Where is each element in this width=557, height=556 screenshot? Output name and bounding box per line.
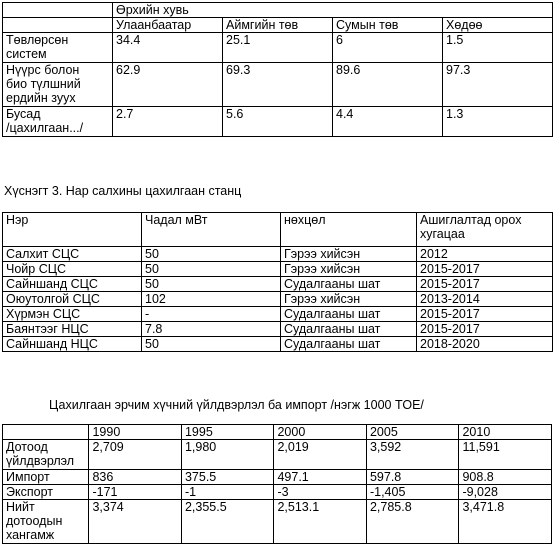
table2-cell: Салхит СЦС <box>3 247 142 262</box>
table3-cell: 2,709 <box>89 440 182 470</box>
table3-cell: 3,374 <box>89 500 182 544</box>
table3-cell: -3 <box>274 485 367 500</box>
table2-cell: Чойр СЦС <box>3 262 142 277</box>
table1-column-header: Хөдөө <box>443 18 553 33</box>
table3-year-header: 2005 <box>366 425 459 440</box>
table1-row-label: Төвлөрсөн систем <box>3 33 113 63</box>
table2-cell: - <box>142 307 281 322</box>
table-row <box>3 500 552 544</box>
table1-cell: 4.4 <box>333 107 443 137</box>
table2-cell: 102 <box>142 292 281 307</box>
table2-cell: 2015-2017 <box>417 322 553 337</box>
table3-cell: -171 <box>89 485 182 500</box>
table1-corner-cell <box>3 18 113 33</box>
table2-cell: 7.8 <box>142 322 281 337</box>
table2-cell: Судалгааны шат <box>281 277 417 292</box>
solar-wind-stations-table <box>2 212 553 352</box>
table-row <box>3 322 553 337</box>
table3-cell: 836 <box>89 470 182 485</box>
household-share-table <box>2 2 553 137</box>
table1-column-header: Сумын төв <box>333 18 443 33</box>
table3-year-header: 1990 <box>89 425 182 440</box>
table3-corner-cell <box>3 425 89 440</box>
table3-cell: 11,591 <box>459 440 552 470</box>
table2-cell: Судалгааны шат <box>281 307 417 322</box>
table3-year-header: 1995 <box>181 425 274 440</box>
table2-caption: Хүснэгт 3. Нар салхины цахилгаан станц <box>4 184 242 198</box>
table1-group-header: Өрхийн хувь <box>113 3 553 18</box>
table-row <box>3 277 553 292</box>
table2-cell: Оюутолгой СЦС <box>3 292 142 307</box>
table2-cell: 2015-2017 <box>417 277 553 292</box>
table2-cell: 50 <box>142 337 281 352</box>
table3-cell: 2,019 <box>274 440 367 470</box>
table3-cell: 2,785.8 <box>366 500 459 544</box>
table3-year-header: 2000 <box>274 425 367 440</box>
table3-cell: 497.1 <box>274 470 367 485</box>
table1-cell: 89.6 <box>333 63 443 107</box>
electricity-production-import-table <box>2 424 552 544</box>
table2-column-header: Ашиглалтад орох хугацаа <box>417 213 553 247</box>
table3-cell: 2,355.5 <box>181 500 274 544</box>
table-row <box>3 307 553 322</box>
table1-cell: 2.7 <box>113 107 223 137</box>
table-row <box>3 485 552 500</box>
table1-cell: 5.6 <box>223 107 333 137</box>
table3-cell: 3,592 <box>366 440 459 470</box>
table2-cell: 2013-2014 <box>417 292 553 307</box>
table2-cell: Судалгааны шат <box>281 337 417 352</box>
table1-cell: 1.3 <box>443 107 553 137</box>
table3-cell: -9,028 <box>459 485 552 500</box>
table3-row-label: Нийт дотоодын хангамж <box>3 500 89 544</box>
table1-cell: 62.9 <box>113 63 223 107</box>
table1-cell: 25.1 <box>223 33 333 63</box>
table-row <box>3 63 553 107</box>
table1-cell: 6 <box>333 33 443 63</box>
table2-cell: Сайншанд НЦС <box>3 337 142 352</box>
table2-cell: 2015-2017 <box>417 307 553 322</box>
table3-cell: 1,980 <box>181 440 274 470</box>
table-row <box>3 292 553 307</box>
table3-row-label: Дотоод үйлдвэрлэл <box>3 440 89 470</box>
table1-cell: 97.3 <box>443 63 553 107</box>
table3-cell: -1,405 <box>366 485 459 500</box>
table2-cell: 50 <box>142 277 281 292</box>
table2-cell: Хүрмэн СЦС <box>3 307 142 322</box>
table1-column-header: Улаанбаатар <box>113 18 223 33</box>
table2-cell: Сайншанд СЦС <box>3 277 142 292</box>
table-row <box>3 440 552 470</box>
table3-cell: -1 <box>181 485 274 500</box>
table2-column-header: нөхцөл <box>281 213 417 247</box>
table2-cell: Гэрээ хийсэн <box>281 292 417 307</box>
table1-cell: 1.5 <box>443 33 553 63</box>
table2-cell: Гэрээ хийсэн <box>281 262 417 277</box>
table-row <box>3 247 553 262</box>
table-row <box>3 33 553 63</box>
table3-cell: 597.8 <box>366 470 459 485</box>
table-row <box>3 337 553 352</box>
table-row <box>3 470 552 485</box>
table1-column-header: Аймгийн төв <box>223 18 333 33</box>
table1-cell: 34.4 <box>113 33 223 63</box>
table3-cell: 2,513.1 <box>274 500 367 544</box>
table3-cell: 908.8 <box>459 470 552 485</box>
table2-cell: 2018-2020 <box>417 337 553 352</box>
table1-row-label: Нүүрс болон био түлшний ердийн зуух <box>3 63 113 107</box>
table2-column-header: Чадал мВт <box>142 213 281 247</box>
table1-corner-cell <box>3 3 113 18</box>
table2-cell: 2015-2017 <box>417 262 553 277</box>
table3-year-header: 2010 <box>459 425 552 440</box>
table1-row-label: Бусад /цахилгаан.../ <box>3 107 113 137</box>
table3-cell: 3,471.8 <box>459 500 552 544</box>
table2-cell: 50 <box>142 262 281 277</box>
table3-caption: Цахилгаан эрчим хүчний үйлдвэрлэл ба импорт /нэгж 1000 TOE/ <box>49 398 424 412</box>
table3-row-label: Импорт <box>3 470 89 485</box>
table1-cell: 69.3 <box>223 63 333 107</box>
table3-cell: 375.5 <box>181 470 274 485</box>
table-row <box>3 262 553 277</box>
table-row <box>3 107 553 137</box>
table2-cell: Судалгааны шат <box>281 322 417 337</box>
table2-cell: Баянтээг НЦС <box>3 322 142 337</box>
table2-cell: Гэрээ хийсэн <box>281 247 417 262</box>
table3-row-label: Экспорт <box>3 485 89 500</box>
table2-column-header: Нэр <box>3 213 142 247</box>
table2-cell: 50 <box>142 247 281 262</box>
table2-cell: 2012 <box>417 247 553 262</box>
